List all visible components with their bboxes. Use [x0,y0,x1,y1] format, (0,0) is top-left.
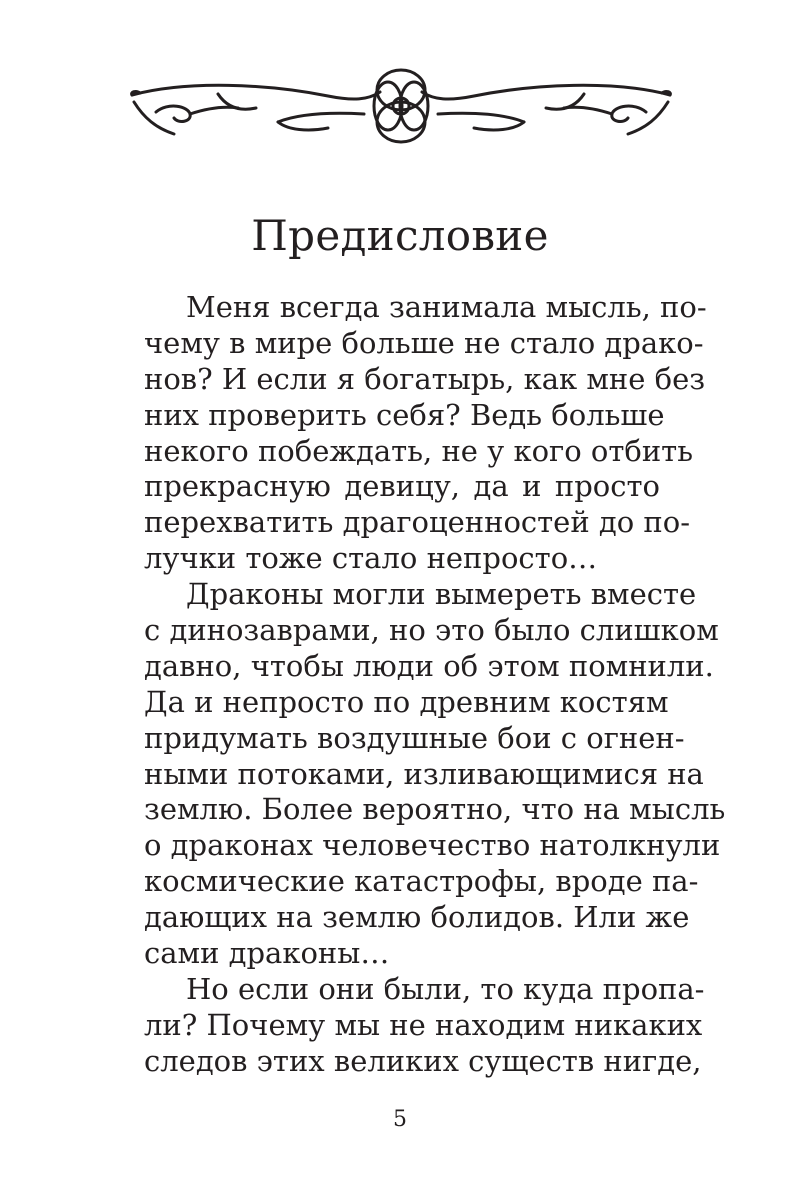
text-line: Меня всегда занимала мысль, по- [186,290,707,324]
text-line: ными потоками, изливающимися на [144,756,704,791]
text-line: землю. Более вероятно, что на мысль [144,792,726,827]
body-text [144,290,726,1080]
text-line: с динозаврами, но это было слишком [144,613,719,648]
text-line: давно, чтобы люди об этом помнили. [144,648,714,683]
text-line: придумать воздушные бои с огнен- [144,720,685,755]
text-line: Но если они были, то куда пропа- [186,971,705,1006]
page-title: Предисловие [251,211,549,260]
text-line: Драконы могли вымереть вместе [186,577,697,612]
text-line: космические катастрофы, вроде па- [144,864,699,899]
text-line: некого побеждать, не у кого отбить [144,433,694,468]
text-line: них проверить себя? Ведь больше [144,397,665,432]
text-line: дающих на землю болидов. Или же [144,900,690,935]
text-line: перехватить драгоценностей до по- [144,505,691,540]
text-line: о драконах человечество натолкнули [144,828,721,863]
text-line: нов? И если я богатырь, как мне без [144,361,706,396]
text-line: следов этих великих существ нигде, [144,1043,702,1078]
text-line: ли? Почему мы не находим никаких [144,1007,703,1042]
text-line: сами драконы… [144,936,390,971]
text-line: чему в мире больше не стало драко- [144,325,704,360]
page-number: 5 [393,1107,407,1132]
text-line: Да и непросто по древним костям [144,684,669,719]
text-line: лучки тоже стало непросто… [144,541,598,576]
celtic-knot-flourish-icon [128,62,674,150]
text-line: прекрасную девицу, да и просто [144,469,660,504]
